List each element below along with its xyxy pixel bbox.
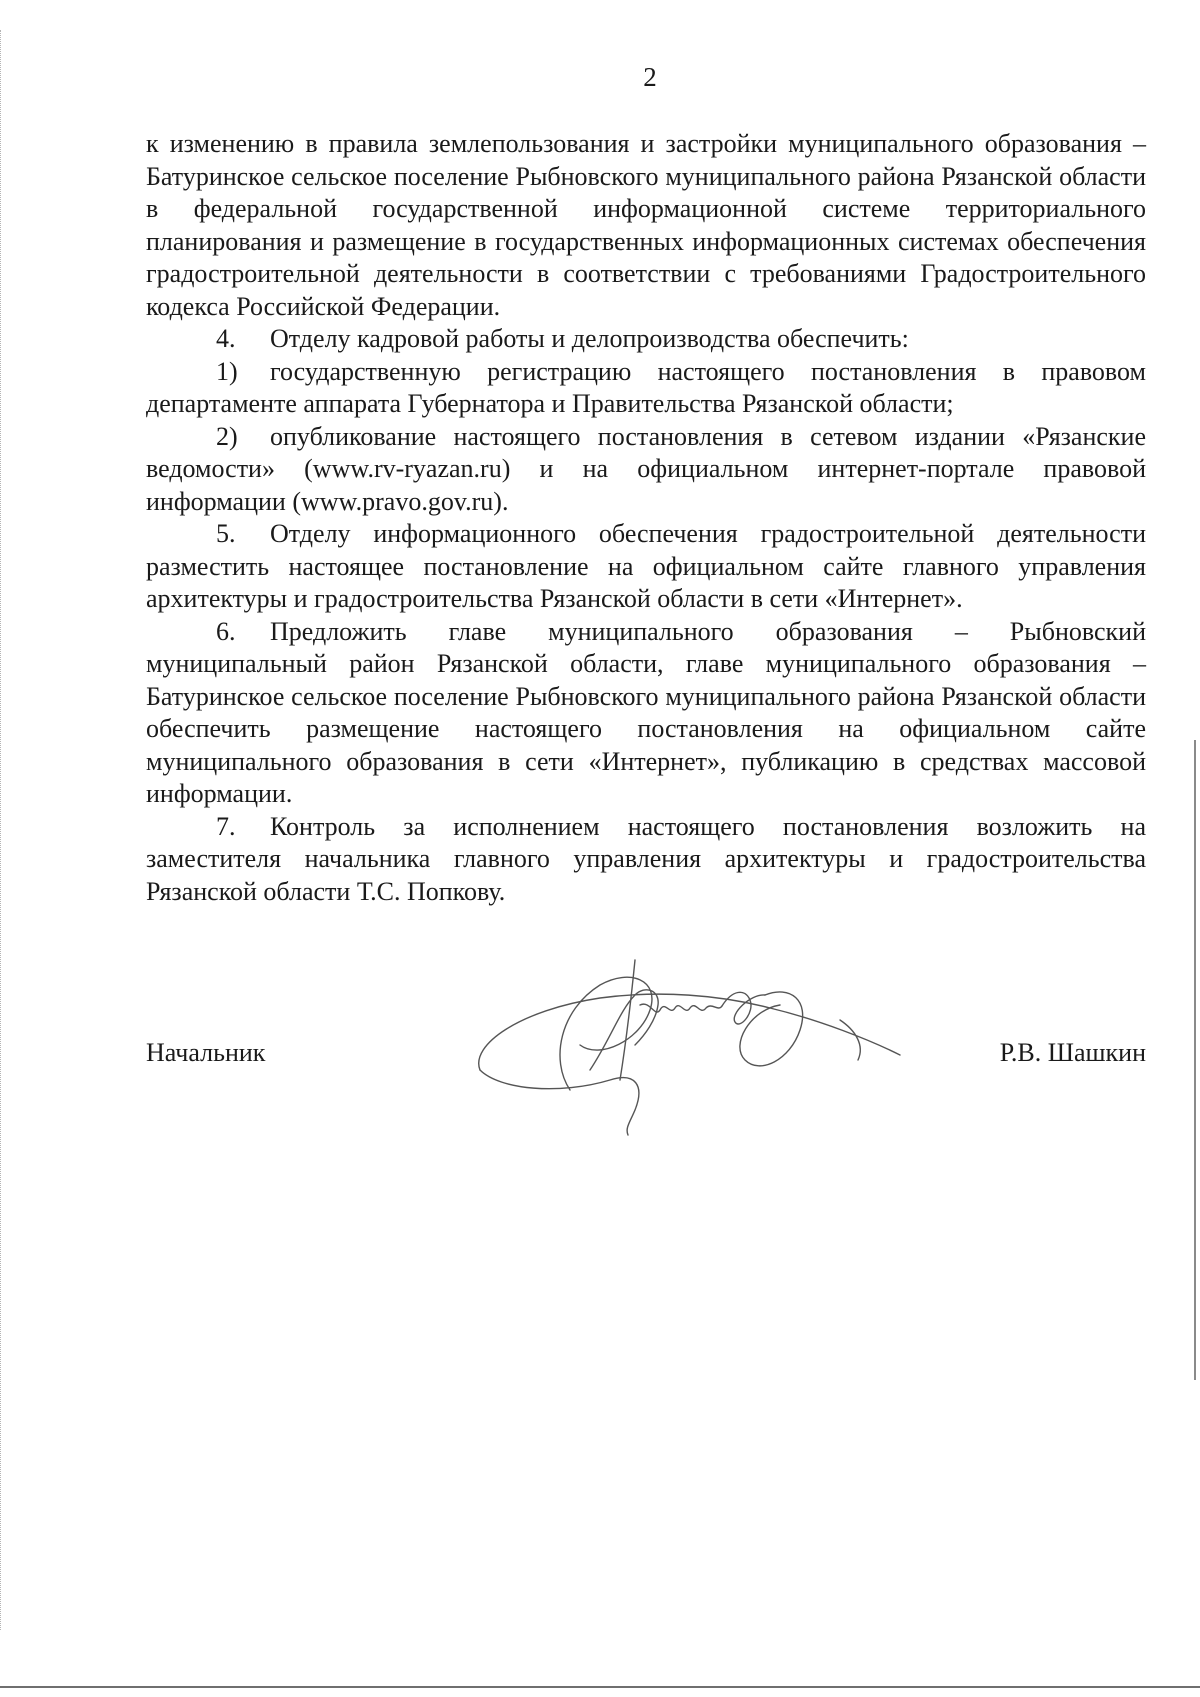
paragraph-subitem-1	[146, 356, 1146, 421]
scan-edge-bottom	[0, 1686, 1200, 1688]
paragraph-text: государственную регистрацию настоящего постановления в правовом департаменте аппарата Губернатора и Правительства Рязанской области;	[146, 356, 1146, 418]
paragraph-text: к изменению в правила землепользования и застройки муниципального образования – Батуринское сельское поселение Рыбновского муниципального района Рязанской области в федеральной государственной информационной системе территориального планирования и размещение в государственных информационных системах обеспечения градостроительной деятельности в соответствии с требованиями Градостроительного кодекса Российской Федерации.	[146, 129, 1146, 321]
scan-edge-left	[0, 30, 4, 1630]
paragraph-text: опубликование настоящего постановления в сетевом издании «Рязанские ведомости» (www.rv-ryazan.ru) и на официальном интернет-портале правовой информации (www.pravo.gov.ru).	[146, 421, 1146, 516]
scan-edge-right	[1194, 740, 1196, 1380]
paragraph-number: 7.	[216, 811, 236, 841]
page-number: 2	[643, 62, 657, 92]
paragraph-number: 5.	[216, 519, 236, 548]
paragraph-text: Отделу информационного обеспечения градостроительной деятельности разместить настоящее постановление на официальном сайте главного управления архитектуры и градостроительства Рязанской области в сети «Интернет».	[146, 519, 1146, 613]
paragraph-item-6	[146, 616, 1146, 811]
signer-name: Р.В. Шашкин	[999, 1038, 1146, 1067]
signature-block	[146, 1038, 1146, 1078]
paragraph-text: Отделу кадровой работы и делопроизводства обеспечить:	[270, 324, 909, 353]
signer-title: Начальник	[146, 1038, 266, 1067]
paragraph-item-7	[146, 811, 1146, 909]
paragraph-item-5	[146, 518, 1146, 616]
paragraph-number: 6.	[216, 616, 236, 646]
signature-stroke	[640, 1004, 722, 1012]
paragraph-subitem-2	[146, 421, 1146, 519]
paragraph-text: Предложить главе муниципального образования – Рыбновский муниципальный район Рязанской области, главе муниципального образования – Батуринское сельское поселение Рыбновского муниципального района Рязанской области обеспечить размещение настоящего постановления на официальном сайте муниципального образования в сети «Интернет», публикацию в средствах массовой информации.	[146, 616, 1146, 808]
paragraph-continuation	[146, 128, 1146, 323]
paragraph-number: 2)	[216, 421, 238, 451]
paragraph-number: 4.	[216, 324, 236, 353]
paragraph-text: Контроль за исполнением настоящего постановления возложить на заместителя начальника главного управления архитектуры и градостроительства Рязанской области Т.С. Попкову.	[146, 811, 1146, 906]
paragraph-number: 1)	[216, 356, 238, 386]
signature-stroke	[722, 992, 765, 1024]
document-body	[146, 128, 1146, 908]
paragraph-item-4	[146, 323, 1146, 356]
signature-stroke	[480, 1070, 639, 1135]
